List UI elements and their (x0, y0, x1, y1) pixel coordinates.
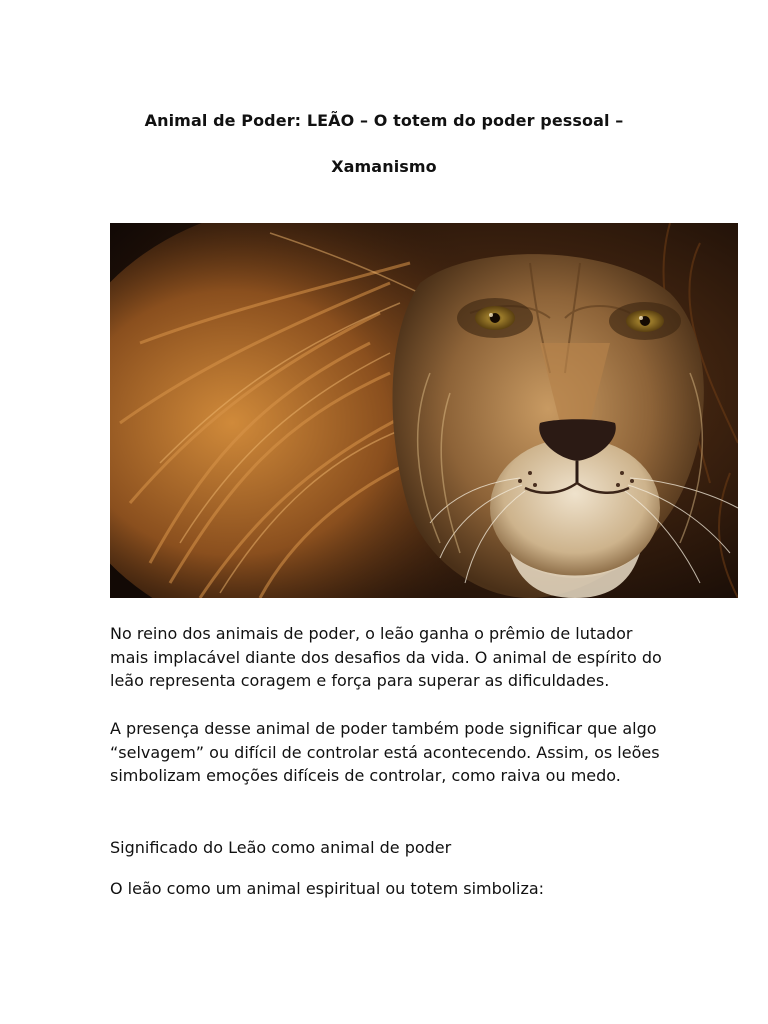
paragraph-presence: A presença desse animal de poder também pode significar que algo “selvagem” ou difícil de controlar está acontecendo. Assim, os leões simbolizam emoções difíceis de controlar, como raiva ou medo. (110, 719, 660, 785)
document-title-line-1: Animal de Poder: LEÃO – O totem do poder pessoal – (144, 111, 624, 130)
section-heading-meaning: Significado do Leão como animal de poder (110, 838, 452, 857)
paragraph-intro: No reino dos animais de poder, o leão ganha o prêmio de lutador mais implacável diante dos desafios da vida. O animal de espírito do leão representa coragem e força para superar as dificuldades. (110, 624, 662, 690)
paragraph-symbolizes: O leão como um animal espiritual ou totem simboliza: (110, 879, 545, 898)
lion-photo (110, 223, 738, 598)
document-title-line-2: Xamanismo (331, 157, 437, 176)
